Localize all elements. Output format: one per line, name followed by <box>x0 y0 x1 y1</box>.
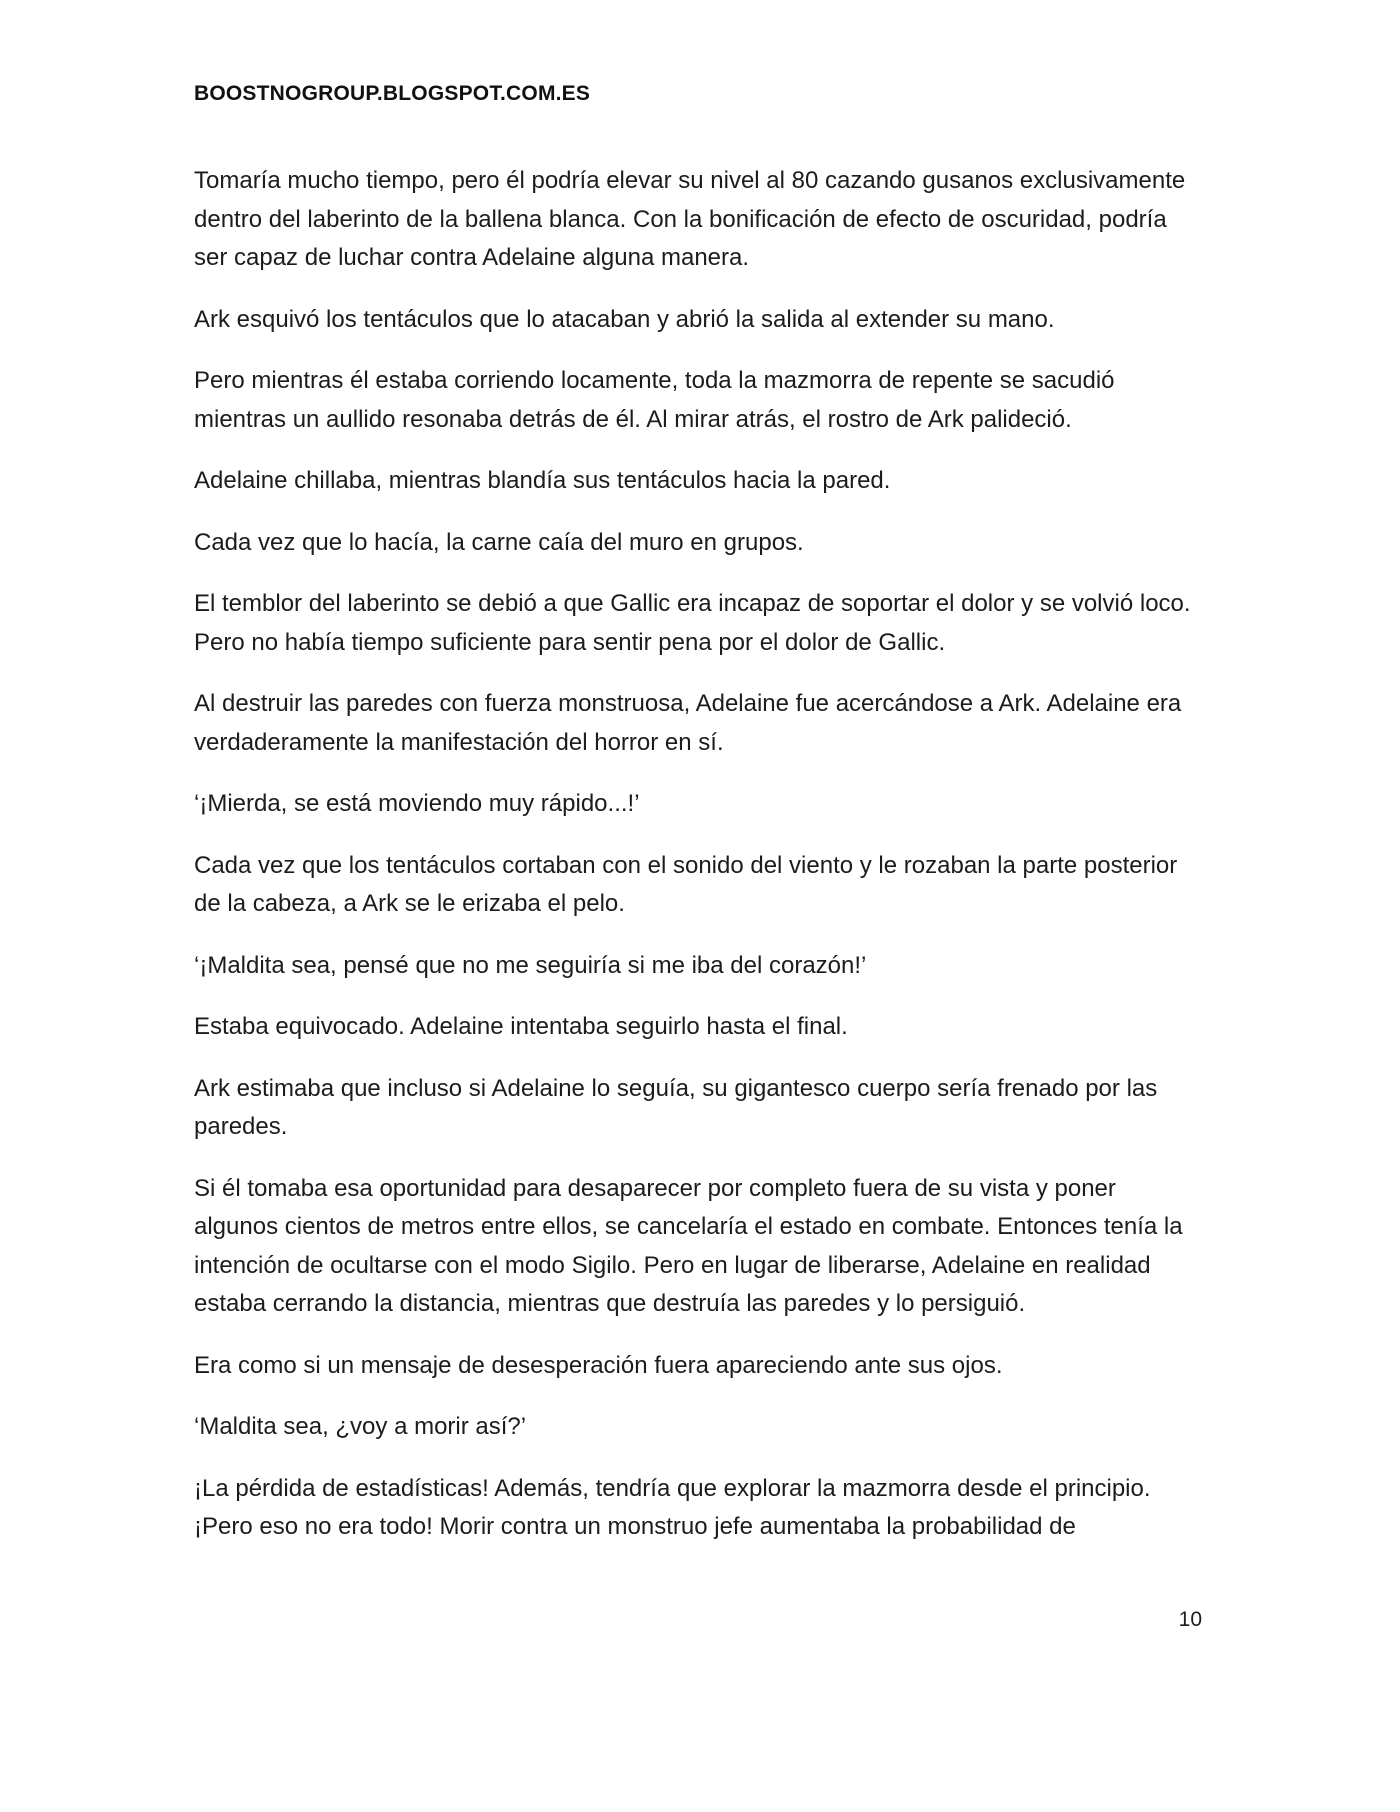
paragraph: ‘¡Maldita sea, pensé que no me seguiría si me iba del corazón!’ <box>194 951 867 979</box>
paragraph: ‘¡Mierda, se está moviendo muy rápido...!’ <box>194 790 640 817</box>
paragraph: Si él tomaba esa oportunidad para desaparecer por completo fuera de su vista y poner algunos cientos de metros entre ellos, se cancelaría el estado en combate. Entonces tenía la intención de ocultarse con el modo Sigilo. Pero en lugar de liberarse, Adelaine en realidad estaba cerrando la distancia, mientras que destruía las paredes y lo persiguió. <box>194 1174 1183 1317</box>
paragraph: Era como si un mensaje de desesperación fuera apareciendo ante sus ojos. <box>194 1351 1003 1379</box>
paragraph: Adelaine chillaba, mientras blandía sus tentáculos hacia la pared. <box>194 467 891 494</box>
page-header: BOOSTNOGROUP.BLOGSPOT.COM.ES <box>194 82 591 105</box>
paragraph: Cada vez que lo hacía, la carne caía del muro en grupos. <box>194 528 804 556</box>
paragraph: Tomaría mucho tiempo, pero él podría elevar su nivel al 80 cazando gusanos exclusivamente dentro del laberinto de la ballena blanca. Con la bonificación de efecto de oscuridad, podría ser capaz de luchar contra Adelaine alguna manera. <box>194 167 1186 271</box>
paragraph: ¡La pérdida de estadísticas! Además, tendría que explorar la mazmorra desde el principio. ¡Pero eso no era todo! Morir contra un monstruo jefe aumentaba la probabilidad de <box>194 1474 1151 1540</box>
paragraph: El temblor del laberinto se debió a que Gallic era incapaz de soportar el dolor y se volvió loco. Pero no había tiempo suficiente para sentir pena por el dolor de Gallic. <box>194 590 1191 656</box>
paragraph: Ark estimaba que incluso si Adelaine lo seguía, su gigantesco cuerpo sería frenado por las paredes. <box>194 1074 1158 1140</box>
paragraph: Al destruir las paredes con fuerza monstruosa, Adelaine fue acercándose a Ark. Adelaine era verdaderamente la manifestación del horror en sí. <box>194 690 1182 756</box>
paragraph: Estaba equivocado. Adelaine intentaba seguirlo hasta el final. <box>194 1013 848 1040</box>
paragraph: ‘Maldita sea, ¿voy a morir así?’ <box>194 1413 527 1440</box>
paragraph: Cada vez que los tentáculos cortaban con el sonido del viento y le rozaban la parte posterior de la cabeza, a Ark se le erizaba el pelo. <box>194 851 1178 917</box>
body-text <box>194 162 1204 1570</box>
paragraph: Pero mientras él estaba corriendo locamente, toda la mazmorra de repente se sacudió mientras un aullido resonaba detrás de él. Al mirar atrás, el rostro de Ark palideció. <box>194 367 1115 433</box>
paragraph: Ark esquivó los tentáculos que lo atacaban y abrió la salida al extender su mano. <box>194 305 1055 333</box>
page-number: 10 <box>1178 1608 1202 1631</box>
